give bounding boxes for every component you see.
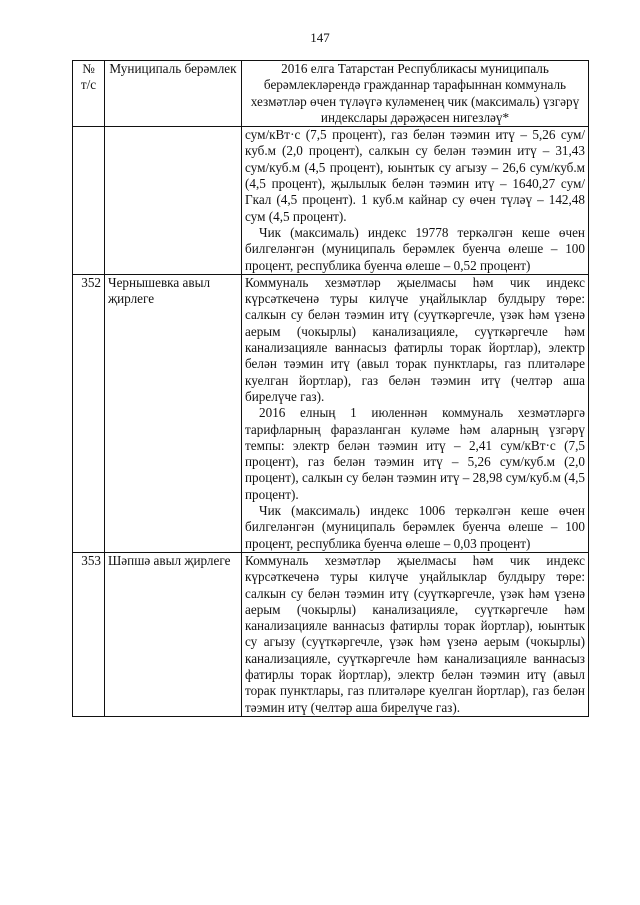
row-description-cell — [242, 552, 589, 716]
description-paragraph: сум/кВт·с (7,5 процент), газ белән тәэмин итү – 5,26 сум/куб.м (2,0 процент), салкын су белән тәэмин итү – 31,43 сум/куб.м (4,5 процент), юынтык су агызу – 26,6 сум/куб.м (4,5 процент), җылылык белән тәэмин итү – 1640,27 сум/Гкал (4,5 процент). 1 куб.м кайнар су өчен түләү – 142,48 сум (4,5 процент). — [245, 127, 585, 224]
table-row-353 — [73, 552, 589, 716]
description-paragraph: Чик (максималь) индекс 1006 теркәлгән кеше өчен билгеләнгән (муниципаль берәмлек буенча өлеше – 100 процент, республика буенча өлеше – 0,03 процент) — [245, 503, 585, 551]
table-row-continuation — [73, 127, 589, 275]
tariff-index-table — [72, 60, 589, 717]
description-paragraph: Коммуналь хезмәтләр җыелмасы һәм чик индекс күрсәткеченә туры килүче уңайлыклар булдыру төре: салкын су белән тәэмин итү (суүткәргечле, үзәк һәм үзенә аерым (чокырлы) канализацияле, суүткәргечле һәм канализацияле ваннасыз фатирлы торак йортлар), электр белән тәэмин итү (авыл торак пунктлары, газ плитәләре куелган йортлар), газ белән тәэмин итү (челтәр аша бирелүче газ). — [245, 274, 585, 404]
row-description-cell — [242, 127, 589, 275]
column-header-municipality: Муниципаль берәмлек — [105, 61, 242, 127]
column-header-number: № т/с — [73, 61, 105, 127]
row-description-cell — [242, 274, 589, 552]
row-number-cell — [73, 127, 105, 275]
description-paragraph: Чик (максималь) индекс 19778 теркәлгән кеше өчен билгеләнгән (муниципаль берәмлек буенча өлеше – 100 процент, республика буенча өлеше – 0,52 процент) — [245, 224, 585, 273]
row-municipality-cell — [105, 127, 242, 275]
table-header-row — [73, 61, 589, 127]
page-number: 147 — [310, 30, 330, 45]
description-paragraph: Коммуналь хезмәтләр җыелмасы һәм чик индекс күрсәткеченә туры килүче уңайлыклар булдыру төре: салкын су белән тәэмин итү (суүткәргечле, үзәк һәм үзенә аерым (чокырлы) канализацияле, суүткәргечле һәм канализацияле ваннасыз фатирлы торак йортлар), юынтык су агызу (суүткәргечле, үзәк һәм үзенә аерым (чокырлы) канализацияле, суүткәргечле һәм канализацияле ваннасыз фатирлы торак йортлар), электр белән тәэмин итү (авыл торак пунктлары, газ плитәләре куелган йортлар), газ белән тәэмин итү (челтәр аша бирелүче газ). — [245, 552, 585, 715]
row-number-cell: 353 — [73, 552, 105, 716]
table-row-352 — [73, 274, 589, 552]
column-header-description: 2016 елга Татарстан Республикасы муниципаль берәмлекләрендә гражданнар тарафыннан коммуналь хезмәтләр өчен түләүгә куләменең чик (максималь) үзгәрү индекслары дәрәҗәсен нигезләү* — [242, 61, 589, 127]
row-municipality-cell: Чернышевка авыл җирлеге — [105, 274, 242, 552]
description-paragraph: 2016 елның 1 июленнән коммуналь хезмәтләргә тарифларның фаразланган куләме һәм аларның үзгәрү темпы: электр белән тәэмин итү – 2,41 сум/кВт·с (7,5 процент), газ белән тәэмин итү – 5,26 сум/куб.м (2,0 процент), салкын су белән тәэмин итү – 28,98 сум/куб.м (4,5 процент). — [245, 405, 585, 502]
row-municipality-cell: Шәпшә авыл җирлеге — [105, 552, 242, 716]
row-number-cell: 352 — [73, 274, 105, 552]
